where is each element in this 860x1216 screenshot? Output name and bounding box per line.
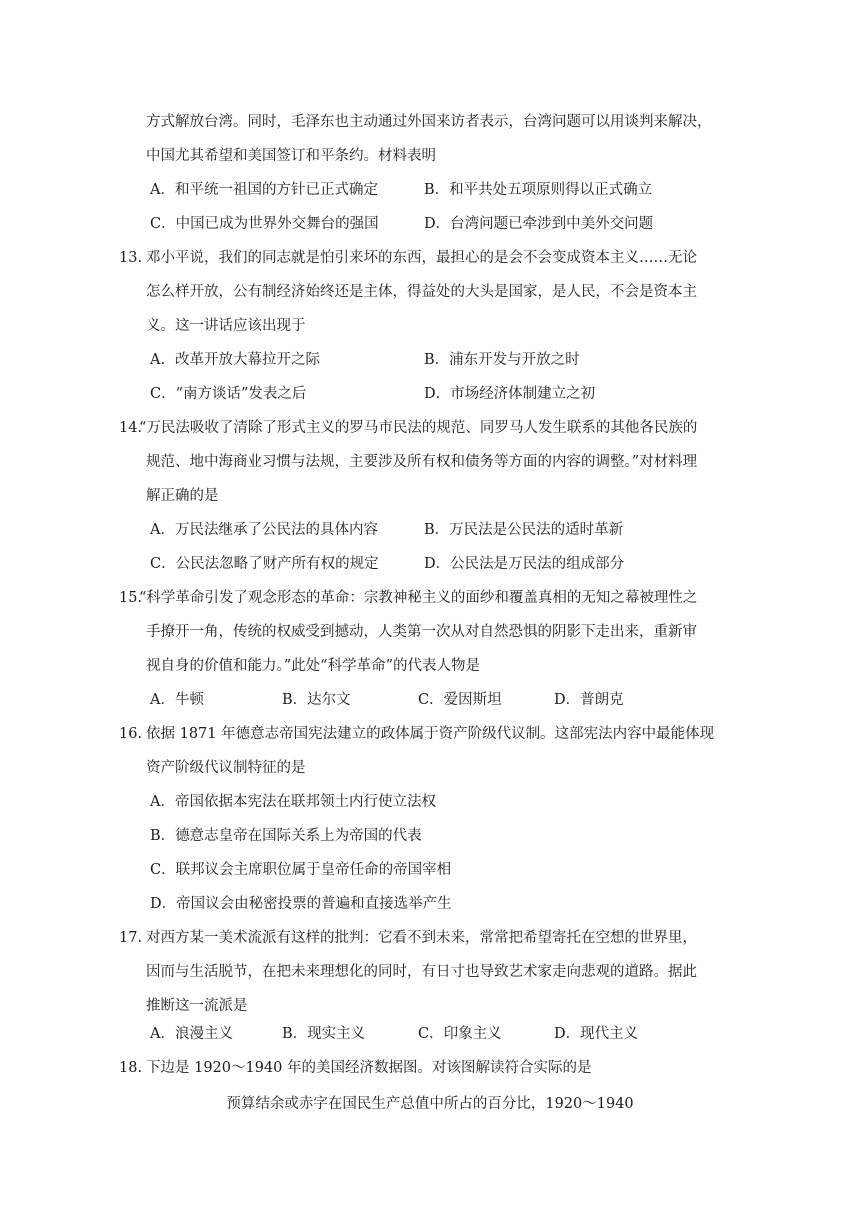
q16-line-2: 资产阶级代议制特征的是 [146,760,306,776]
q15-option-a: A．牛顿 [150,692,204,708]
q15-line-1: “科学革命引发了观念形态的革命：宗教神秘主义的面纱和覆盖真相的无知之幕被理性之 [139,590,698,606]
q13-number: 13. [119,250,143,266]
q15-option-c: C．爱因斯坦 [418,692,502,708]
q14-line-1: “万民法吸收了清除了形式主义的罗马市民法的规范、同罗马人发生联系的其他各民族的 [139,420,698,436]
q17-line-2: 因而与生活脱节，在把未来理想化的同时，有日寸也导致艺术家走向悲观的道路。据此 [146,964,697,980]
q12-option-d: D．台湾问题已牵涉到中美外交问题 [424,216,654,232]
q14-option-b: B．万民法是公民法的适时革新 [424,522,624,538]
q12-line-2: 中国尤其希望和美国签订和平条约。材料表明 [146,148,436,164]
q16-line-1: 依据 1871 年德意志帝国宪法建立的政体属于资产阶级代议制。这部宪法内容中最能体现 [146,726,715,742]
q17-option-a: A．浪漫主义 [150,1026,233,1042]
q14-line-2: 规范、地中海商业习惯与法规，主要涉及所有权和债务等方面的内容的调整。”对材料理 [146,454,698,470]
q13-option-c: C．“南方谈话”发表之后 [150,386,307,402]
q18-chart-caption: 预算结余或赤字在国民生产总值中所占的百分比，1920～1940 [226,1096,634,1112]
q15-option-d: D．普朗克 [554,692,624,708]
q17-line-1: 对西方某一美术流派有这样的批判：它看不到未来，常常把希望寄托在空想的世界里， [146,930,697,946]
q14-line-3: 解正确的是 [146,488,219,504]
q14-option-d: D．公民法是万民法的组成部分 [424,556,625,572]
q12-option-c: C．中国已成为世界外交舞台的强国 [150,216,379,232]
q14-number: 14. [119,420,143,436]
q16-option-a: A．帝国依据本宪法在联邦领土内行使立法权 [150,794,436,810]
q15-line-3: 视自身的价值和能力。”此处“科学革命”的代表人物是 [146,658,480,674]
q17-number: 17. [119,930,143,946]
q18-line-1: 下边是 1920～1940 年的美国经济数据图。对该图解读符合实际的是 [146,1060,592,1076]
q17-option-d: D．现代主义 [554,1026,639,1042]
q13-option-d: D．市场经济体制建立之初 [424,386,596,402]
q14-option-c: C．公民法忽略了财产所有权的规定 [150,556,379,572]
q13-option-b: B．浦东开发与开放之时 [424,352,580,368]
q16-option-b: B．德意志皇帝在国际关系上为帝国的代表 [150,828,422,844]
q13-line-3: 义。这一讲话应该出现于 [146,318,306,334]
q17-line-3: 推断这一流派是 [146,998,248,1014]
q12-line-1: 方式解放台湾。同时，毛泽东也主动通过外国来访者表示，台湾问题可以用谈判来解决， [146,114,712,130]
q12-option-b: B．和平共处五项原则得以正式确立 [424,182,653,198]
q13-line-2: 怎么样开放，公有制经济始终还是主体，得益处的大头是国家，是人民，不会是资本主 [146,284,697,300]
q16-option-c: C．联邦议会主席职位属于皇帝任命的帝国宰相 [150,862,452,878]
q16-option-d: D．帝国议会由秘密投票的普遍和直接选举产生 [150,896,452,912]
q18-number: 18. [119,1060,143,1076]
q15-option-b: B．达尔文 [282,692,351,708]
q16-number: 16. [119,726,143,742]
q17-option-c: C．印象主义 [418,1026,502,1042]
q15-number: 15. [119,590,143,606]
q14-option-a: A．万民法继承了公民法的具体内容 [150,522,378,538]
q13-option-a: A．改革开放大幕拉开之际 [150,352,320,368]
q12-option-a: A．和平统一祖国的方针已正式确定 [150,182,378,198]
q13-line-1: 邓小平说，我们的同志就是怕引来坏的东西，最担心的是会不会变成资本主义……无论 [146,250,697,266]
q15-line-2: 手撩开一角，传统的权威受到撼动，人类第一次从对自然恐惧的阴影下走出来，重新审 [146,624,697,640]
q17-option-b: B．现实主义 [282,1026,366,1042]
